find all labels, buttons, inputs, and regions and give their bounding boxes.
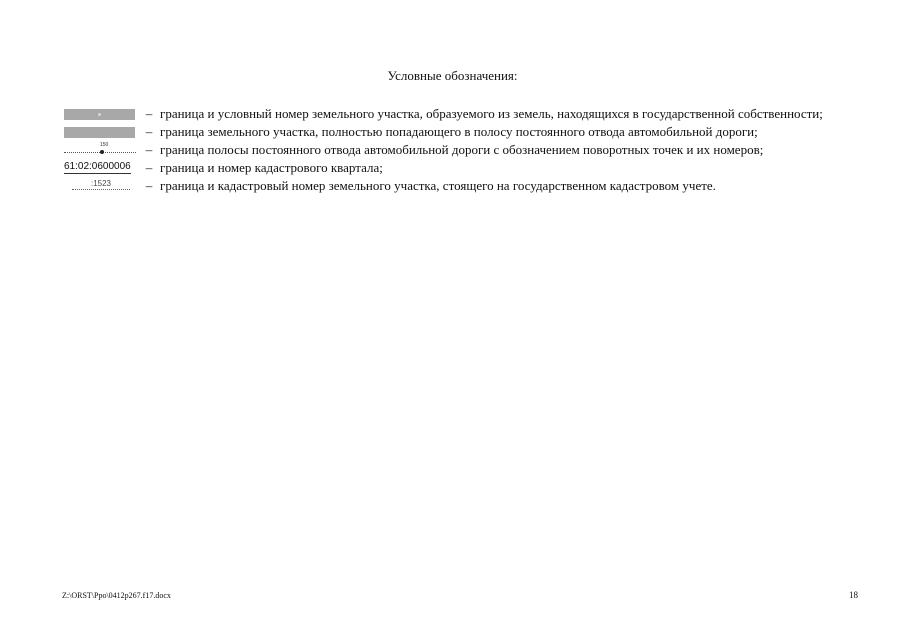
legend-list bbox=[62, 106, 859, 194]
gray-parcel-symbol bbox=[62, 106, 138, 122]
cadastral-parcel-number: :1523 bbox=[72, 179, 130, 190]
legend-description: граница и кадастровый номер земельного участка, стоящего на государственном кадастровом учете. bbox=[160, 178, 716, 193]
legend-item bbox=[62, 124, 859, 140]
cadastral-quarter-symbol bbox=[62, 160, 138, 176]
legend-description: граница и условный номер земельного участка, образуемого из земель, находящихся в государственной собственности; bbox=[160, 106, 823, 121]
cadastral-parcel-symbol bbox=[62, 178, 138, 194]
page-number: 18 bbox=[849, 590, 858, 600]
legend-title: Условные обозначения: bbox=[387, 68, 518, 83]
legend-dash: – bbox=[145, 178, 153, 193]
cadastral-quarter-number: 61:02:0600006 bbox=[64, 161, 131, 172]
legend-dash: – bbox=[145, 160, 153, 175]
road-boundary-symbol bbox=[62, 142, 138, 158]
turn-point-number: 150 bbox=[100, 142, 109, 148]
legend-item bbox=[62, 178, 859, 194]
legend-item bbox=[62, 106, 859, 122]
gray-solid-parcel-symbol bbox=[62, 124, 138, 140]
legend-item bbox=[62, 142, 859, 158]
legend-item bbox=[62, 160, 859, 176]
footer-file-path: Z:\ORST\Ppo\0412p267.f17.docx bbox=[62, 591, 171, 600]
legend-dash: – bbox=[145, 124, 153, 139]
legend-description: граница и номер кадастрового квартала; bbox=[160, 160, 383, 175]
legend-description: граница полосы постоянного отвода автомобильной дороги с обозначением поворотных точек и их номеров; bbox=[160, 142, 764, 157]
legend-dash: – bbox=[145, 142, 153, 157]
legend-description: граница земельного участка, полностью попадающего в полосу постоянного отвода автомобильной дороги; bbox=[160, 124, 758, 139]
legend-dash: – bbox=[145, 106, 153, 121]
turn-point-icon bbox=[100, 150, 104, 154]
